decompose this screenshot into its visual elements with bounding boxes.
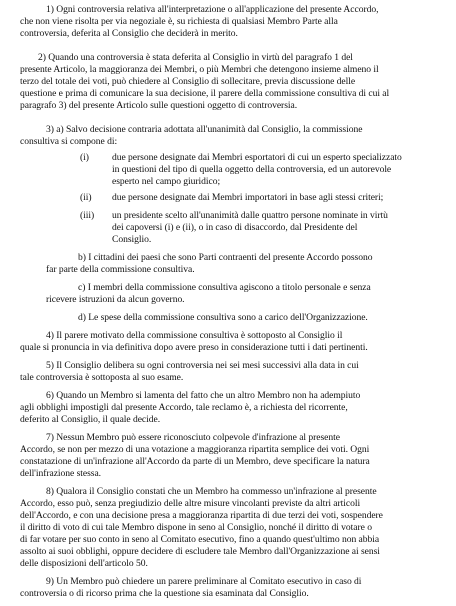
text-line: b) I cittadini dei paesi che sono Parti contraenti del presente Accordo possono: [78, 252, 373, 263]
text-line: consultiva si compone di:: [20, 136, 118, 147]
text-line: ricevere istruzioni da alcun governo.: [46, 294, 185, 305]
text-line: delle disposizioni dell'articolo 50.: [20, 558, 148, 569]
text-line: in questioni del tipo di quella oggetto della controversia, ed un autorevole: [112, 164, 392, 175]
text-line: c) I membri della commissione consultiva agiscono a titolo personale e senza: [78, 282, 371, 293]
text-line: 6) Quando un Membro si lamenta del fatto che un altro Membro non ha adempiuto: [46, 390, 361, 401]
text-line: Accordo, se non per mezzo di una votazione a maggioranza ripartita semplice dei voti. Ogni: [20, 444, 370, 455]
text-line: tale controversia è sottoposta al suo esame.: [20, 372, 184, 383]
text-line: 1) Ogni controversia relativa all'interpretazione o all'applicazione del presente Accordo,: [46, 4, 379, 15]
text-line: paragrafo 3) del presente Articolo sulle questioni oggetto di controversia.: [20, 100, 298, 111]
text-line: assolto ai suoi obblighi, oppure decidere di escludere tale Membro dall'Organizzazione ai sensi: [20, 546, 380, 557]
text-line: un presidente scelto all'unanimità dalle quattro persone nominate in virtù: [112, 210, 388, 221]
text-line: terzo del totale dei voti, può chiedere al Consiglio di sollecitare, previa discussione delle: [20, 76, 356, 87]
text-line: presente Articolo, la maggioranza dei Membri, o più Membri che detengono insieme almeno il: [20, 64, 379, 75]
text-line: due persone designate dai Membri esportatori di cui un esperto specializzato: [112, 152, 402, 163]
text-line: d) Le spese della commissione consultiva sono a carico dell'Organizzazione.: [78, 312, 368, 323]
text-line: di far votare per suo conto in seno al Comitato esecutivo, fino a quando quest'ultimo non abbia: [20, 534, 380, 545]
text-line: esperto nel campo giuridico;: [112, 176, 221, 187]
text-line: dell'Accordo, e con una decisione presa a maggioranza ripartita di due terzi dei voti, sospendere: [20, 510, 383, 521]
text-line: dell'infrazione stessa.: [20, 468, 102, 479]
text-line: 5) Il Consiglio delibera su ogni controversia nei sei mesi successivi alla data in cui: [46, 360, 359, 371]
text-line: 8) Qualora il Consiglio constati che un Membro ha commesso un'infrazione al presente: [46, 486, 377, 497]
text-line: 3) a) Salvo decisione contraria adottata all'unanimità dal Consiglio, la commissione: [46, 124, 363, 135]
text-line: deferito al Consiglio, il quale decide.: [20, 414, 161, 425]
text-line: 7) Nessun Membro può essere riconosciuto colpevole d'infrazione al presente: [46, 432, 340, 443]
text-line: quale si pronuncia in via definitiva dopo avere preso in considerazione tutti i dati pertinenti.: [20, 342, 368, 353]
text-line: 4) Il parere motivato della commissione consultiva è sottoposto al Consiglio il: [46, 330, 343, 341]
text-line: agli obblighi impostigli dal presente Accordo, tale reclamo è, a richiesta del ricorrente,: [20, 402, 348, 413]
text-line: dei capoversi (i) e (ii), o in caso di disaccordo, dal Presidente del: [112, 222, 358, 233]
text-line: constatazione di un'infrazione all'Accordo da parte di un Membro, deve specificare la natura: [20, 456, 370, 467]
list-marker: (ii): [80, 192, 92, 203]
text-line: che non viene risolta per via negoziale è, su richiesta di qualsiasi Membro Parte alla: [20, 16, 338, 27]
text-line: due persone designate dai Membri importatori in base agli stessi criteri;: [112, 192, 384, 203]
list-marker: (i): [80, 152, 89, 163]
text-line: controversia, deferita al Consiglio che deciderà in merito.: [20, 28, 238, 39]
text-line: 2) Quando una controversia è stata deferita al Consiglio in virtù del paragrafo 1 del: [38, 52, 353, 63]
list-marker: (iii): [80, 210, 95, 221]
text-line: questione e prima di comunicare la sua decisione, il parere della commissione consultiva di cui al: [20, 88, 390, 99]
text-line: Accordo, esso può, senza pregiudizio delle altre misure vincolanti previste da altri articoli: [20, 498, 361, 509]
text-line: controversia o di ricorso prima che la questione sia esaminata dal Consiglio.: [20, 588, 309, 599]
text-line: il diritto di voto di cui tale Membro dispone in seno al Consiglio, nonché il diritto di votare o: [20, 522, 372, 533]
text-line: Consiglio.: [112, 234, 152, 245]
text-line: 9) Un Membro può chiedere un parere preliminare al Comitato esecutivo in caso di: [46, 576, 362, 587]
text-line: far parte della commissione consultiva.: [46, 264, 195, 275]
